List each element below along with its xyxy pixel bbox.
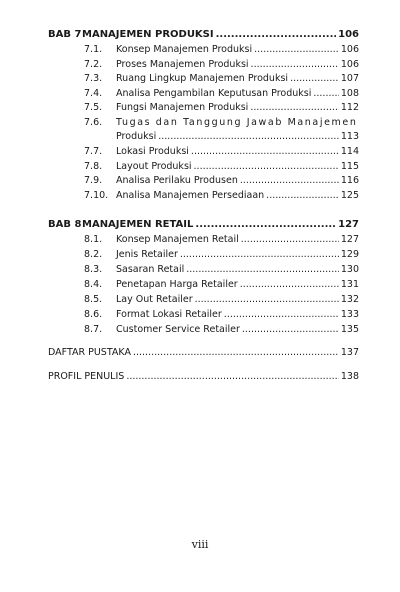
section-number: 8.1. [84,234,103,245]
section-title: Jenis Retailer [116,249,178,260]
section-number: 8.3. [84,264,103,275]
page-number: 106 [340,44,359,55]
section-number: 7.5. [84,102,103,113]
page-number: 125 [340,190,359,201]
chapter-label: BAB 8 [48,219,82,230]
leader-dots [224,308,339,321]
leader-dots [240,278,339,291]
leader-dots [194,160,339,173]
leader-dots [191,145,339,158]
section-title: Penetapan Harga Retailer [116,279,238,290]
section-number: 8.7. [84,324,103,335]
leader-dots [195,293,339,306]
section-title: Ruang Lingkup Manajemen Produksi [116,73,289,84]
toc-entry-bibliography[interactable] [48,346,359,359]
section-title: Tugas dan Tanggung Jawab Manajemen [116,117,358,128]
leader-dots [216,28,337,41]
page-number: 127 [340,234,359,245]
page-number: 132 [340,294,359,305]
leader-dots [254,43,339,56]
toc-entry-continuation[interactable] [116,130,359,143]
page-number: 133 [340,309,359,320]
section-number: 7.6. [84,117,103,128]
page-footer-number: viii [191,538,209,551]
toc-entry[interactable] [84,87,359,100]
leader-dots [242,323,339,336]
section-title: Layout Produksi [116,161,192,172]
chapter-label: BAB 7 [48,29,82,40]
section-title: Format Lokasi Retailer [116,309,222,320]
page-number: 113 [340,131,359,142]
section-number: 7.1. [84,44,103,55]
toc-entry[interactable] [84,58,359,71]
section-number: 8.6. [84,309,103,320]
chapter-heading[interactable] [48,218,359,231]
section-title-continued: Produksi [116,131,157,142]
page-number: 131 [340,279,359,290]
page-number: 108 [340,88,359,99]
leader-dots [186,263,339,276]
leader-dots [266,189,339,202]
leader-dots [195,218,336,231]
toc-entry[interactable] [84,293,359,306]
section-number: 7.10. [84,190,109,201]
page-number: 129 [340,249,359,260]
toc-entry[interactable] [84,263,359,276]
leader-dots [251,58,339,71]
entry-title: DAFTAR PUSTAKA [48,347,131,358]
leader-dots [180,248,339,261]
leader-dots [241,233,339,246]
page-number: 127 [338,219,359,230]
toc-entry[interactable] [84,323,359,336]
page-number: 112 [340,102,359,113]
section-number: 7.9. [84,175,103,186]
section-number: 8.2. [84,249,103,260]
page-number: 138 [340,371,359,382]
page-number: 130 [340,264,359,275]
section-number: 7.8. [84,161,103,172]
section-title: Analisa Pengambilan Keputusan Produksi [116,88,312,99]
section-title: Konsep Manajemen Retail [116,234,239,245]
page-number: 135 [340,324,359,335]
section-title: Lokasi Produksi [116,146,189,157]
chapter-title: MANAJEMEN RETAIL [82,219,194,230]
toc-entry[interactable] [84,308,359,321]
page-number: 106 [340,59,359,70]
page-number: 115 [340,161,359,172]
section-title: Proses Manajemen Produksi [116,59,249,70]
toc-entry[interactable] [84,72,359,85]
leader-dots [313,87,338,100]
section-title: Fungsi Manajemen Produksi [116,102,249,113]
toc-entry[interactable] [84,174,359,187]
toc-entry[interactable] [84,116,359,129]
toc-entry[interactable] [84,233,359,246]
toc-entry[interactable] [84,145,359,158]
section-title: Sasaran Retail [116,264,185,275]
toc-entry[interactable] [84,43,359,56]
section-number: 7.7. [84,146,103,157]
section-number: 7.3. [84,73,103,84]
section-number: 8.5. [84,294,103,305]
page-number: 114 [340,146,359,157]
section-number: 7.4. [84,88,103,99]
page-number: 116 [340,175,359,186]
entry-title: PROFIL PENULIS [48,371,125,382]
leader-dots [126,370,339,383]
page-number: 107 [340,73,359,84]
section-title: Analisa Manajemen Persediaan [116,190,265,201]
page-number: 106 [338,29,359,40]
toc-entry-author-profile[interactable] [48,370,359,383]
toc-entry[interactable] [84,278,359,291]
page-number: 137 [340,347,359,358]
section-title: Analisa Perilaku Produsen [116,175,238,186]
toc-entry[interactable] [84,189,359,202]
chapter-heading[interactable] [48,28,359,41]
section-number: 7.2. [84,59,103,70]
leader-dots [158,130,339,143]
toc-entry[interactable] [84,248,359,261]
section-number: 8.4. [84,279,103,290]
leader-dots [240,174,339,187]
section-title: Customer Service Retailer [116,324,240,335]
section-title: Lay Out Retailer [116,294,193,305]
leader-dots [133,346,339,359]
leader-dots [250,101,339,114]
toc-entry[interactable] [84,160,359,173]
chapter-title: MANAJEMEN PRODUKSI [82,29,214,40]
leader-dots [290,72,339,85]
section-title: Konsep Manajemen Produksi [116,44,253,55]
toc-entry[interactable] [84,101,359,114]
